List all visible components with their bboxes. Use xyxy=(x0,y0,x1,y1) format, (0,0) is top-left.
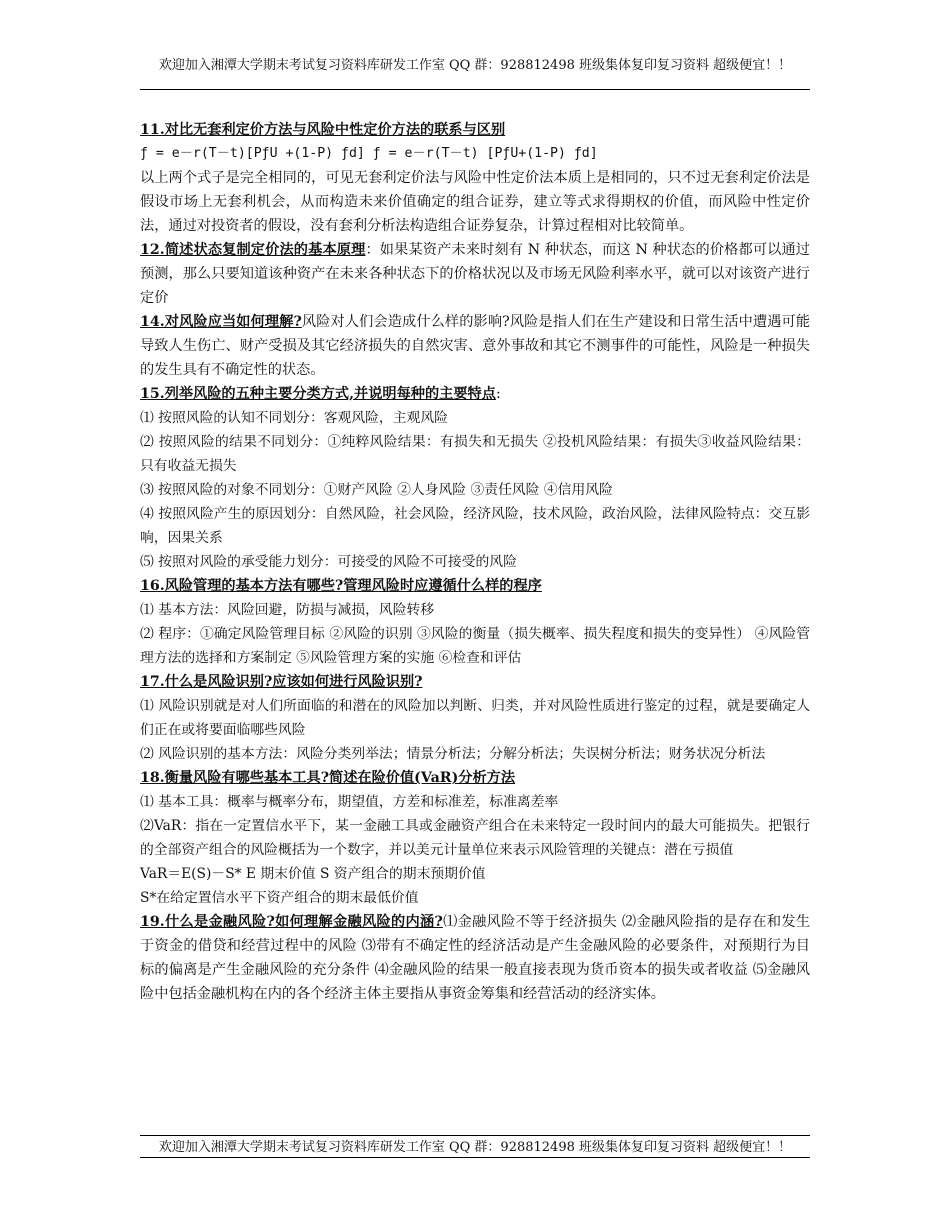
question-15-item-3: ⑶ 按照风险的对象不同划分：①财产风险 ②人身风险 ③责任风险 ④信用风险 xyxy=(140,482,613,498)
footer-bottom-divider xyxy=(140,1157,810,1158)
header-divider xyxy=(140,89,810,90)
question-17-title: 17.什么是风险识别?应该如何进行风险识别? xyxy=(140,674,423,690)
question-11-formula: ƒ = e－r(T－t)[PƒU +(1-P) ƒd] ƒ = e－r(T－t) [PƒU+(1-P) ƒd] xyxy=(140,146,598,161)
question-16-title: 16.风险管理的基本方法有哪些?管理风险时应遵循什么样的程序 xyxy=(140,578,542,594)
question-15 xyxy=(140,382,810,406)
question-17-item-1: ⑴ 风险识别就是对人们所面临的和潜在的风险加以判断、归类，并对风险性质进行鉴定的过程，就是要确定人们正在或将要面临哪些风险 xyxy=(140,698,810,738)
question-18-item-3: VaR＝E(S)－S* E 期末价值 S 资产组合的期末预期价值 xyxy=(140,866,486,882)
question-19 xyxy=(140,910,810,1006)
question-16-item-2: ⑵ 程序：①确定风险管理目标 ②风险的识别 ③风险的衡量（损失概率、损失程度和损失的变异性） ④风险管理方法的选择和方案制定 ⑤风险管理方案的实施 ⑥检查和评估 xyxy=(140,626,810,666)
question-12-title: 12.简述状态复制定价法的基本原理 xyxy=(140,242,366,258)
question-15-item-4: ⑷ 按照风险产生的原因划分：自然风险，社会风险，经济风险，技术风险，政治风险，法律风险特点：交互影响，因果关系 xyxy=(140,506,810,546)
question-12-body: ：如果某资产未来时刻有 N 种状态，而这 N 种状态的价格都可以通过预测，那么只要知道该种资产在未来各种状态下的价格状况以及市场无风险利率水平，就可以对该资产进行定价 xyxy=(140,242,810,306)
question-14-title: 14.对风险应当如何理解? xyxy=(140,314,302,330)
question-12 xyxy=(140,238,810,310)
question-17-item-2: ⑵ 风险识别的基本方法：风险分类列举法；情景分析法；分解分析法；失误树分析法；财务状况分析法 xyxy=(140,746,766,762)
page-footer: 欢迎加入湘潭大学期末考试复习资料库研发工作室 QQ 群：928812498 班级集体复印复习资料 超级便宜！！ xyxy=(158,1140,792,1155)
question-15-item-5: ⑸ 按照对风险的承受能力划分：可接受的风险不可接受的风险 xyxy=(140,554,517,570)
question-15-title: 15.列举风险的五种主要分类方式,并说明每种的主要特点 xyxy=(140,386,496,402)
question-14 xyxy=(140,310,810,382)
question-15-item-1: ⑴ 按照风险的认知不同划分：客观风险，主观风险 xyxy=(140,410,448,426)
document-body xyxy=(140,118,810,1006)
question-16-item-1: ⑴ 基本方法：风险回避，防损与减损，风险转移 xyxy=(140,602,435,618)
question-18-title: 18.衡量风险有哪些基本工具?简述在险价值(VaR)分析方法 xyxy=(140,770,516,786)
question-18-item-1: ⑴ 基本工具：概率与概率分布，期望值，方差和标准差，标准离差率 xyxy=(140,794,559,810)
question-15-item-2: ⑵ 按照风险的结果不同划分：①纯粹风险结果：有损失和无损失 ②投机风险结果：有损失③收益风险结果：只有收益无损失 xyxy=(140,434,810,474)
question-18-item-2: ⑵VaR：指在一定置信水平下，某一金融工具或金融资产组合在未来特定一段时间内的最大可能损失。把银行的全部资产组合的风险概括为一个数字，并以美元计量单位来表示风险管理的关键点：潜在亏损值 xyxy=(140,818,810,858)
question-18 xyxy=(140,766,810,790)
question-11-body: 以上两个式子是完全相同的，可见无套利定价法与风险中性定价法本质上是相同的，只不过无套利定价法是假设市场上无套利机会，从而构造未来价值确定的组合证券，建立等式求得期权的价值，而风险中性定价法，通过对投资者的假设，没有套利分析法构造组合证券复杂，计算过程相对比较简单。 xyxy=(140,170,810,234)
question-19-body: ⑴金融风险不等于经济损失 ⑵金融风险指的是存在和发生于资金的借贷和经营过程中的风险 ⑶带有不确定性的经济活动是产生金融风险的必要条件，对预期行为目标的偏离是产生金融风险的充分条件 ⑷金融风险的结果一般直接表现为货币资本的损失或者收益 ⑸金融风险中包括金融机构在内的各个经济主体主要指从事资金筹集和经营活动的经济实体。 xyxy=(140,914,811,1002)
question-14-body: 风险对人们会造成什么样的影响?风险是指人们在生产建设和日常生活中遭遇可能导致人生伤亡、财产受损及其它经济损失的自然灾害、意外事故和其它不测事件的可能性，风险是一种损失的发生具有不确定性的状态。 xyxy=(140,314,811,378)
question-19-title: 19.什么是金融风险?如何理解金融风险的内涵? xyxy=(140,914,443,930)
question-18-item-4: S*在给定置信水平下资产组合的期末最低价值 xyxy=(140,890,419,906)
question-16 xyxy=(140,574,810,598)
question-15-suffix: : xyxy=(495,386,501,402)
question-17 xyxy=(140,670,810,694)
question-11 xyxy=(140,118,810,142)
page-header: 欢迎加入湘潭大学期末考试复习资料库研发工作室 QQ 群：928812498 班级集体复印复习资料 超级便宜！！ xyxy=(158,58,792,73)
question-11-title: 11.对比无套利定价方法与风险中性定价方法的联系与区别 xyxy=(140,122,506,138)
